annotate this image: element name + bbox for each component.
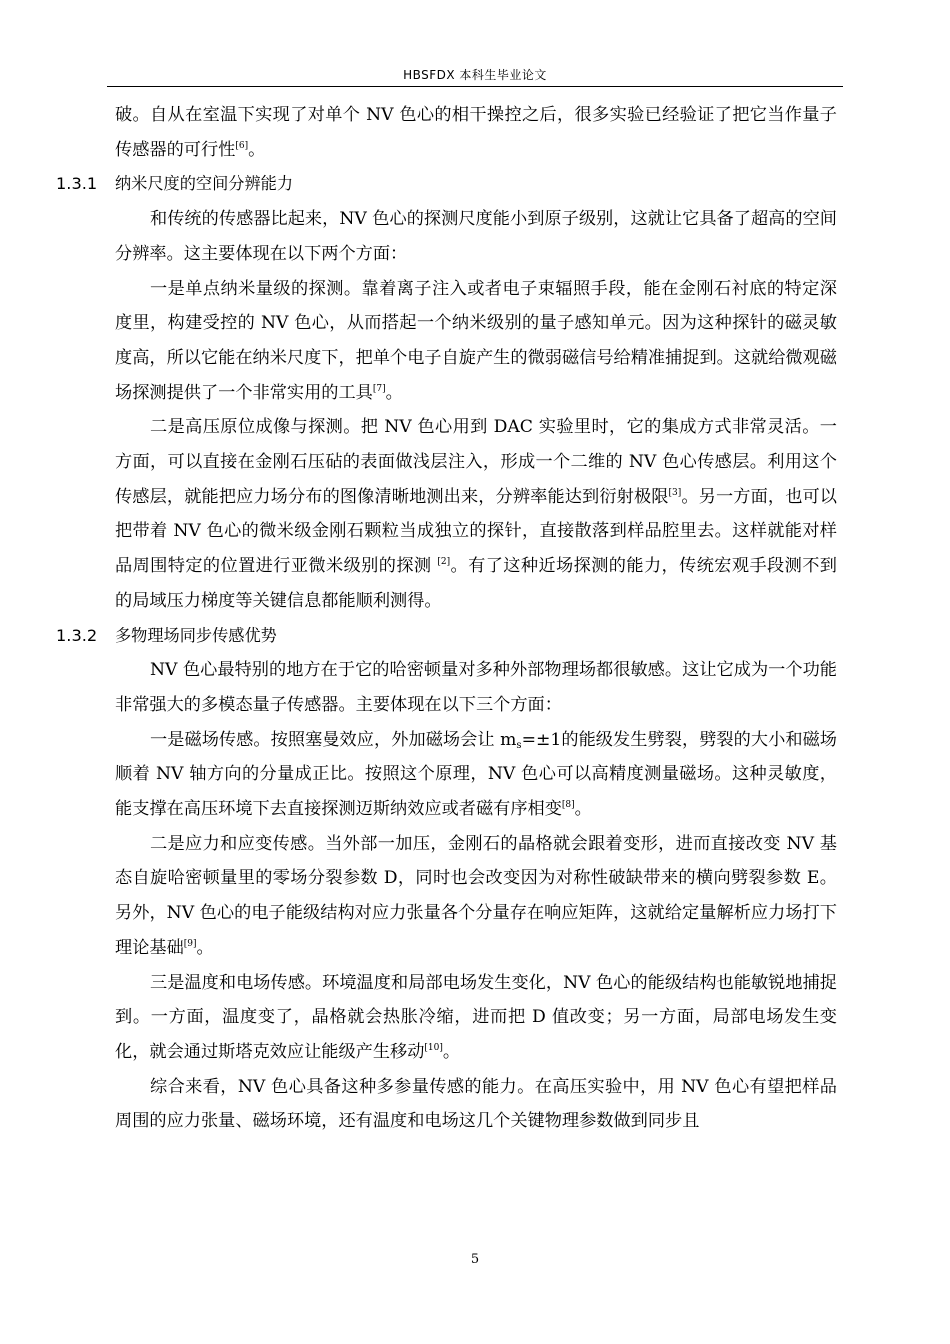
section-number: 1.3.1 [56,174,98,194]
citation: [10] [424,1042,443,1053]
citation: [9] [183,938,197,949]
citation: [6] [235,140,249,151]
paragraph: 二是高压原位成像与探测。把 NV 色心用到 DAC 实验里时，它的集成方式非常灵活。一方面，可以直接在金刚石压砧的表面做浅层注入，形成一个二维的 NV 色心传感层。利用这个传感层，就能把应力场分布的图像清晰地测出来，分辨率能达到衍射极限[3]。另一方面，也可以把带着 NV 色心的微米级金刚石颗粒当成独立的探针，直接散落到样品腔里去。这样就能对样品周围特定的位置进行亚微米级别的探测 [2]。有了这种近场探测的能力，传统宏观手段测不到的局域压力梯度等关键信息都能顺利测得。 [115,417,837,611]
paragraph: 二是应力和应变传感。当外部一加压，金刚石的晶格就会跟着变形，进而直接改变 NV 基态自旋哈密顿量里的零场分裂参数 D，同时也会改变因为对称性破缺带来的横向劈裂参数 E。另外，NV 色心的电子能级结构对应力张量各个分量存在响应矩阵，这就给定量解析应力场打下理论基础[9]。 [115,833,837,958]
paragraph: 三是温度和电场传感。环境温度和局部电场发生变化，NV 色心的能级结构也能敏锐地捕捉到。一方面，温度变了，晶格就会热胀冷缩，进而把 D 值改变；另一方面，局部电场发生变化，就会通过斯塔克效应让能级产生移动[10]。 [115,972,837,1062]
section-heading-1-3-2 [56,619,837,654]
section-title: 纳米尺度的空间分辨能力 [115,174,294,194]
citation: [3] [668,487,682,498]
header-divider [107,86,843,87]
paragraph: 综合来看，NV 色心具备这种多参量传感的能力。在高压实验中，用 NV 色心有望把样品周围的应力张量、磁场环境，还有温度和电场这几个关键物理参数做到同步且 [115,1076,837,1132]
paragraph: 一是磁场传感。按照塞曼效应，外加磁场会让 $m_s=\pm 1$的能级发生劈裂，劈裂的大小和磁场顺着 NV 轴方向的分量成正比。按照这个原理，NV 色心可以高精度测量磁场。这种灵敏度，能支撑在高压环境下去直接探测迈斯纳效应或者磁有序相变[8]。 [115,729,837,820]
citation: [8] [561,800,575,811]
document-body [56,98,837,1139]
paragraph: 一是单点纳米量级的探测。靠着离子注入或者电子束辐照手段，能在金刚石衬底的特定深度里，构建受控的 NV 色心，从而搭起一个纳米级别的量子感知单元。因为这种探针的磁灵敏度高，所以它能在纳米尺度下，把单个电子自旋产生的微弱磁信号给精准捕捉到。这就给微观磁场探测提供了一个非常实用的工具[7]。 [115,278,837,403]
paragraph: NV 色心最特别的地方在于它的哈密顿量对多种外部物理场都很敏感。这让它成为一个功能非常强大的多模态量子传感器。主要体现在以下三个方面： [115,660,837,715]
subscript: s [516,739,522,751]
citation: [7] [372,383,386,394]
paragraph: 和传统的传感器比起来，NV 色心的探测尺度能小到原子级别，这就让它具备了超高的空间分辨率。这主要体现在以下两个方面： [115,209,837,264]
section-number: 1.3.2 [56,625,98,645]
page-number: 5 [470,1252,480,1267]
running-header: HBSFDX 本科生毕业论文 [403,68,547,82]
citation: [2] [437,557,451,568]
paragraph-continued: 破。自从在室温下实现了对单个 NV 色心的相干操控之后，很多实验已经验证了把它当作量子传感器的可行性[6]。 [115,105,837,160]
section-heading-1-3-1 [56,167,837,202]
section-title: 多物理场同步传感优势 [115,625,277,645]
